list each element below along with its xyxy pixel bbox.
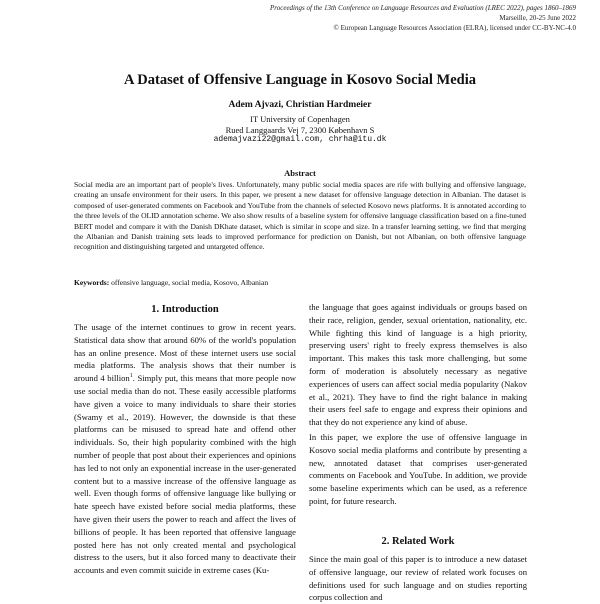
affiliation: IT University of Copenhagen — [250, 114, 350, 124]
intro-p1-part-a: The usage of the internet continues to grow in recent years. Statistical data show that around 60% of the world's population has an online presence. Most of these internet users use social media platforms. The analysis shows that their number is around 4 billion — [74, 322, 296, 384]
right-column — [309, 301, 527, 508]
intro-paragraph-2: the language that goes against individuals or groups based on their race, religion, gender, sexual orientation, nationality, etc. While fighting this kind of language is a high priority, preserving users' right to freely express themselves is also important. This makes this task more challenging, but some form of moderation is absolutely necessary as negative experiences of users can affect social media popularity (Nakov et al., 2021). They have to find the right balance in making their users feel safe to engage and express their opinions and that they do not experience any kind of abuse. — [309, 302, 527, 428]
introduction-heading: 1. Introduction — [151, 304, 219, 315]
license-line: © European Language Resources Association (ELRA), licensed under CC-BY-NC-4.0 — [333, 24, 576, 32]
intro-paragraph-1 — [74, 321, 296, 577]
proceedings-header — [156, 3, 576, 33]
footnote-marker: 1 — [129, 373, 133, 380]
intro-p1-part-b: . Simply put, this means that more people now use social media than do not. These easily accessible platforms have given a voice to many individuals to share their stories (Swamy et al., 2019). However, the downside is that these platforms can be misused to spread hate and offend other individuals. So, their high popularity combined with the high number of people that post about their experiences and opinions has led to not only an exponential increase in the user-generated content but to a massive increase of the offensive language as well. Even though forms of offensive language like bullying or hate speech have existed before social media platforms, these have given their users the power to reach and affect the lives of billions of people. It has been reported that offensive language posted here has not only created mental and psychological distress to the users, but it also forced many to deactivate their accounts and even commit suicide in extreme cases (Ku- — [74, 373, 296, 576]
related-work-heading: 2. Related Work — [381, 536, 455, 547]
intro-paragraph-3: In this paper, we explore the use of offensive language in Kosovo social media platforms and contribute by presenting a new, annotated dataset that comprises user-generated comments on Facebook and YouTube. In addition, we provide some baseline experiments which can be used, as a reference point, for future research. — [309, 431, 527, 506]
abstract-text: Social media are an important part of people's lives. Unfortunately, many public social media spaces are rife with bullying and offensive language, creating an unsafe environment for their users. In this paper, we present a new dataset for offensive language detection in Albanian. The dataset is composed of user-generated comments on Facebook and YouTube from the channels of selected Kosovo news platforms. It is annotated according to the three levels of the OLID annotation scheme. We also show results of a baseline system for offensive language classification based on a fine-tuned BERT model and compare it with the Danish DKhate dataset, which is similar in scope and size. In a transfer learning setting, we find that merging the Albanian and Danish training sets leads to improved performance for prediction on Danish, but not Albanian, on both offensive language recognition and distinguishing targeted and untargeted offence. — [74, 180, 526, 252]
proceedings-line: Proceedings of the 13th Conference on Language Resources and Evaluation (LREC 2022), pages 1860–1869 — [269, 4, 576, 12]
paper-authors: Adem Ajvazi, Christian Hardmeier — [228, 100, 372, 110]
emails: ademajvazi22@gmail.com, chrha@itu.dk — [213, 135, 387, 144]
location-line: Marseille, 20-25 June 2022 — [499, 14, 576, 22]
related-work-column — [309, 553, 527, 604]
related-paragraph-1: Since the main goal of this paper is to introduce a new dataset of offensive language, our review of related work focuses on definitions used for such language and on studies reporting corpus collection and — [309, 554, 527, 603]
keywords-label: Keywords: — [74, 278, 110, 287]
left-column — [74, 321, 296, 577]
keywords-line — [74, 278, 526, 288]
keywords-text: offensive language, social media, Kosovo, Albanian — [111, 278, 269, 287]
affiliation-block — [0, 114, 600, 146]
paper-title: A Dataset of Offensive Language in Kosovo Social Media — [123, 72, 477, 88]
abstract-heading: Abstract — [284, 168, 316, 178]
address: Rued Langgaards Vej 7, 2300 København S — [225, 124, 375, 135]
